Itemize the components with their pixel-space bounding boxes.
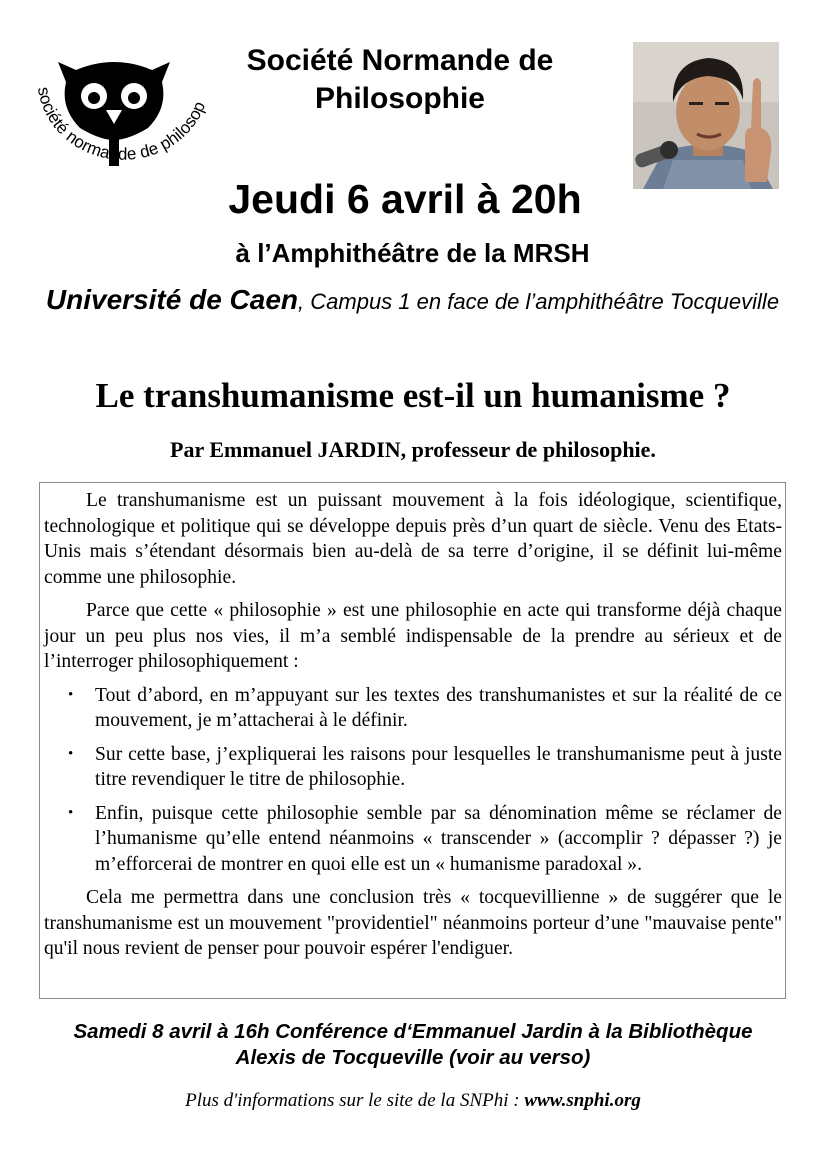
- list-item-text: Tout d’abord, en m’appuyant sur les textes des transhumanistes et sur la réalité de ce mouvement, je m’attacherai à le définir.: [95, 684, 782, 731]
- footer-info: [0, 1090, 826, 1112]
- event-venue: à l’Amphithéâtre de la MRSH: [235, 238, 590, 268]
- abstract-paragraph: Cela me permettra dans une conclusion très « tocquevillienne » de suggérer que le transhumanisme est un mouvement "providentiel" néanmoins porteur d’une "mauvaise pente" qu'il nous revient de penser pour pouvoir espérer l'endiguer.: [44, 887, 782, 959]
- org-title-line-1: Société Normande de: [246, 44, 554, 77]
- abstract-paragraph: Le transhumanisme est un puissant mouvement à la fois idéologique, scientifique, technologique et politique qui se développe depuis près d’un quart de siècle. Venu des Etats-Unis mais s’étendant désormais bien au-delà de sa terre d’origine, il se définit lui-même comme une philosophie.: [44, 490, 782, 588]
- secondary-event: [30, 1019, 796, 1071]
- talk-title: Le transhumanisme est-il un humanisme ?: [95, 376, 731, 415]
- org-title-line-2: Philosophie: [314, 82, 485, 115]
- abstract-paragraph: Parce que cette « philosophie » est une philosophie en acte qui transforme déjà chaque jour un peu plus nos vies, il m’a semblé indispensable de la prendre au sérieux et de l’interroger philosophiquement :: [44, 600, 782, 672]
- speaker-line: Par Emmanuel JARDIN, professeur de philosophie.: [170, 437, 656, 462]
- organization-title: [205, 42, 595, 118]
- abstract-bullet-list: [44, 683, 782, 878]
- speaker-photo: [633, 42, 779, 189]
- list-item: [44, 801, 782, 878]
- list-item-text: Sur cette base, j’expliquerai les raisons pour lesquelles le transhumanisme peut à juste titre revendiquer le titre de philosophie.: [95, 743, 782, 790]
- event-location: [40, 284, 785, 320]
- logo-ring-text: société normande de philosop: [33, 85, 210, 164]
- bullet-icon: •: [68, 686, 74, 703]
- bullet-icon: •: [68, 804, 74, 821]
- website-link[interactable]: www.snphi.org: [524, 1090, 641, 1111]
- university-name: Université de Caen: [45, 284, 299, 315]
- list-item: [44, 742, 782, 793]
- bullet-icon: •: [68, 745, 74, 762]
- list-item: [44, 683, 782, 734]
- list-item-text: Enfin, puisque cette philosophie semble par sa dénomination même se réclamer de l’humanisme qu’elle entend néanmoins « transcender » (accomplir ? dépasser ?) je m’efforcerai de montrer en quoi elle est un « humanisme paradoxal ».: [95, 802, 782, 875]
- secondary-event-line-1: Samedi 8 avril à 16h Conférence d‘Emmanuel Jardin à la Bibliothèque: [73, 1020, 753, 1043]
- footer-text: Plus d'informations sur le site de la SNPhi :: [185, 1090, 525, 1111]
- event-date: Jeudi 6 avril à 20h: [228, 176, 582, 222]
- campus-detail: , Campus 1 en face de l’amphithéâtre Tocqueville: [298, 289, 780, 314]
- secondary-event-line-2: Alexis de Tocqueville (voir au verso): [235, 1046, 591, 1069]
- abstract-box: [39, 482, 786, 999]
